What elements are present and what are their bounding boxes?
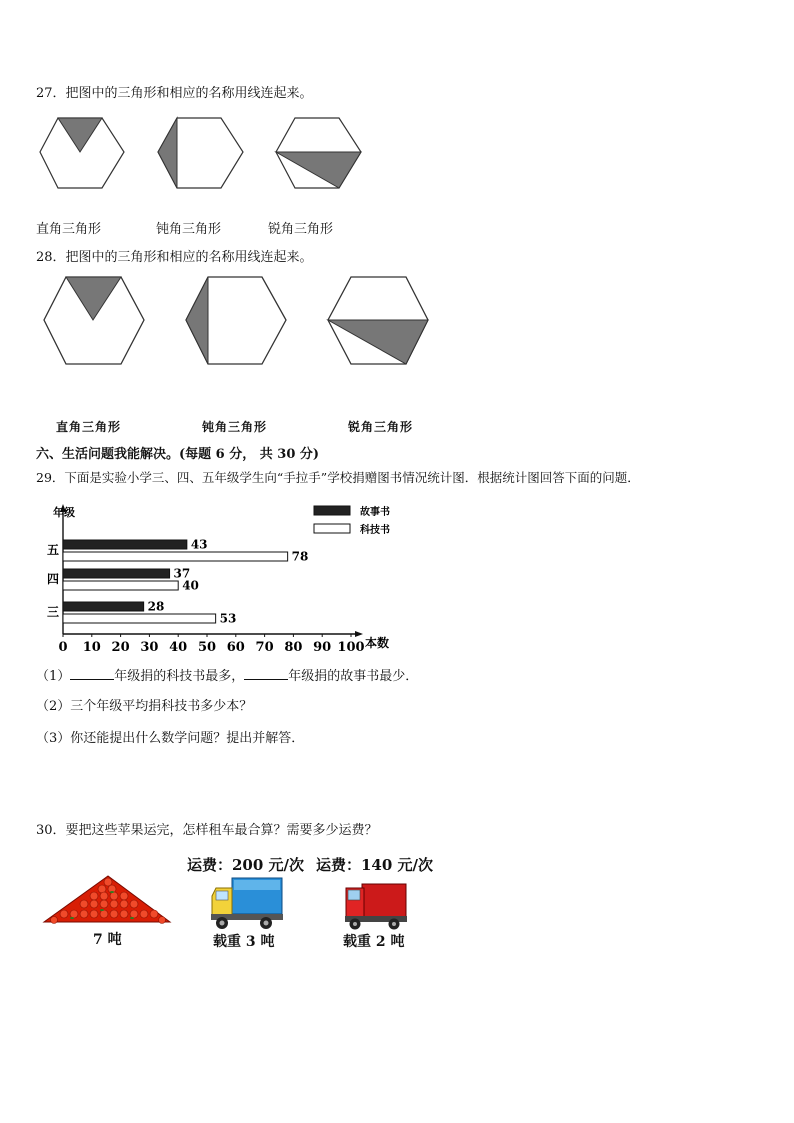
q27-hexagon-acute-triangle — [276, 118, 361, 188]
q28-hexagon-obtuse-triangle — [186, 277, 286, 364]
q29-sub1-text-a: 年级捐的科技书最多， — [114, 669, 245, 684]
x-tick-label-30: 30 — [140, 640, 159, 655]
x-tick-label-0: 0 — [58, 640, 68, 655]
x-tick-label-60: 60 — [226, 640, 245, 655]
data-label-story-0: 43 — [190, 537, 208, 552]
truck-2t-label: 载重 2 吨 — [343, 934, 405, 950]
data-label-science-2: 53 — [219, 611, 237, 626]
q29-sub2: （2）三个年级平均捐科技书多少本？ — [36, 699, 253, 714]
q27-hexagon-right-triangle — [40, 118, 124, 188]
apple-pile-icon — [42, 872, 172, 926]
x-tick-label-20: 20 — [111, 640, 130, 655]
q29-blank-1[interactable] — [70, 667, 114, 680]
x-tick-label-10: 10 — [82, 640, 101, 655]
q28-hexagon-right-triangle — [44, 277, 144, 364]
q28-label-obtuse: 钝角三角形 — [202, 420, 268, 434]
bar-story-2 — [63, 602, 144, 611]
bar-story-0 — [63, 540, 187, 549]
x-tick-label-80: 80 — [284, 640, 303, 655]
q28-stem: 28．把图中的三角形和相应的名称用线连起来。 — [36, 250, 313, 265]
data-label-science-1: 40 — [182, 578, 199, 593]
legend-swatch-0 — [314, 506, 350, 515]
x-tick-label-50: 50 — [197, 640, 217, 655]
x-axis-arrow — [355, 631, 363, 637]
legend-label-1: 科技书 — [360, 525, 390, 536]
q27-label-obtuse: 钝角三角形 — [156, 222, 222, 237]
bar-science-1 — [63, 581, 178, 590]
legend-label-0: 故事书 — [360, 507, 390, 518]
data-label-science-0: 78 — [291, 549, 309, 564]
q29-blank-2[interactable] — [244, 667, 288, 680]
apple-weight-label: 7 吨 — [93, 932, 122, 948]
x-tick-label-70: 70 — [255, 640, 274, 655]
q29-sub1 — [36, 667, 418, 685]
data-label-story-2: 28 — [147, 599, 165, 614]
truck-3t-icon — [210, 876, 284, 932]
x-tick-label-40: 40 — [169, 640, 188, 655]
category-label-1: 四 — [47, 572, 60, 586]
y-axis-title: 年级 — [53, 506, 75, 519]
q28-label-right: 直角三角形 — [56, 420, 122, 434]
x-tick-label-90: 90 — [313, 640, 332, 655]
bar-science-0 — [63, 552, 288, 561]
q27-label-right: 直角三角形 — [36, 222, 102, 237]
q29-sub1-number: （1） — [36, 669, 71, 684]
q28-figures — [36, 272, 436, 372]
category-label-0: 五 — [47, 543, 60, 557]
q27-label-acute: 锐角三角形 — [268, 222, 334, 237]
x-axis-title: 本数 — [365, 636, 390, 650]
q27-hexagon-obtuse-triangle — [158, 118, 243, 188]
q30-fare-2t: 运费：140 元/次 — [316, 856, 434, 874]
legend-swatch-1 — [314, 524, 350, 533]
bar-science-2 — [63, 614, 216, 623]
q29-sub3: （3）你还能提出什么数学问题？提出并解答． — [36, 731, 305, 746]
bar-story-1 — [63, 569, 170, 578]
data-label-story-1: 37 — [173, 566, 191, 581]
q29-stem: 29．下面是实验小学三、四、五年级学生向“手拉手”学校捐赠图书情况统计图．根据统计图回答下面的问题． — [36, 470, 640, 485]
q29-bar-chart — [36, 500, 426, 656]
category-label-2: 三 — [47, 605, 60, 619]
q29-sub1-text-b: 年级捐的故事书最少． — [288, 669, 419, 684]
q28-label-acute: 锐角三角形 — [348, 420, 414, 434]
x-tick-label-100: 100 — [337, 640, 365, 655]
truck-3t-label: 载重 3 吨 — [213, 934, 275, 950]
truck-2t-icon — [344, 878, 408, 932]
section6-title: 六、生活问题我能解决。(每题 6 分， 共 30 分) — [36, 447, 320, 462]
q28-hexagon-acute-triangle — [328, 277, 428, 364]
q27-stem: 27．把图中的三角形和相应的名称用线连起来。 — [36, 86, 313, 101]
q30-fare-3t: 运费：200 元/次 — [187, 856, 305, 874]
q30-stem: 30．要把这些苹果运完，怎样租车最合算？需要多少运费？ — [36, 823, 378, 838]
q27-figures — [36, 112, 376, 197]
